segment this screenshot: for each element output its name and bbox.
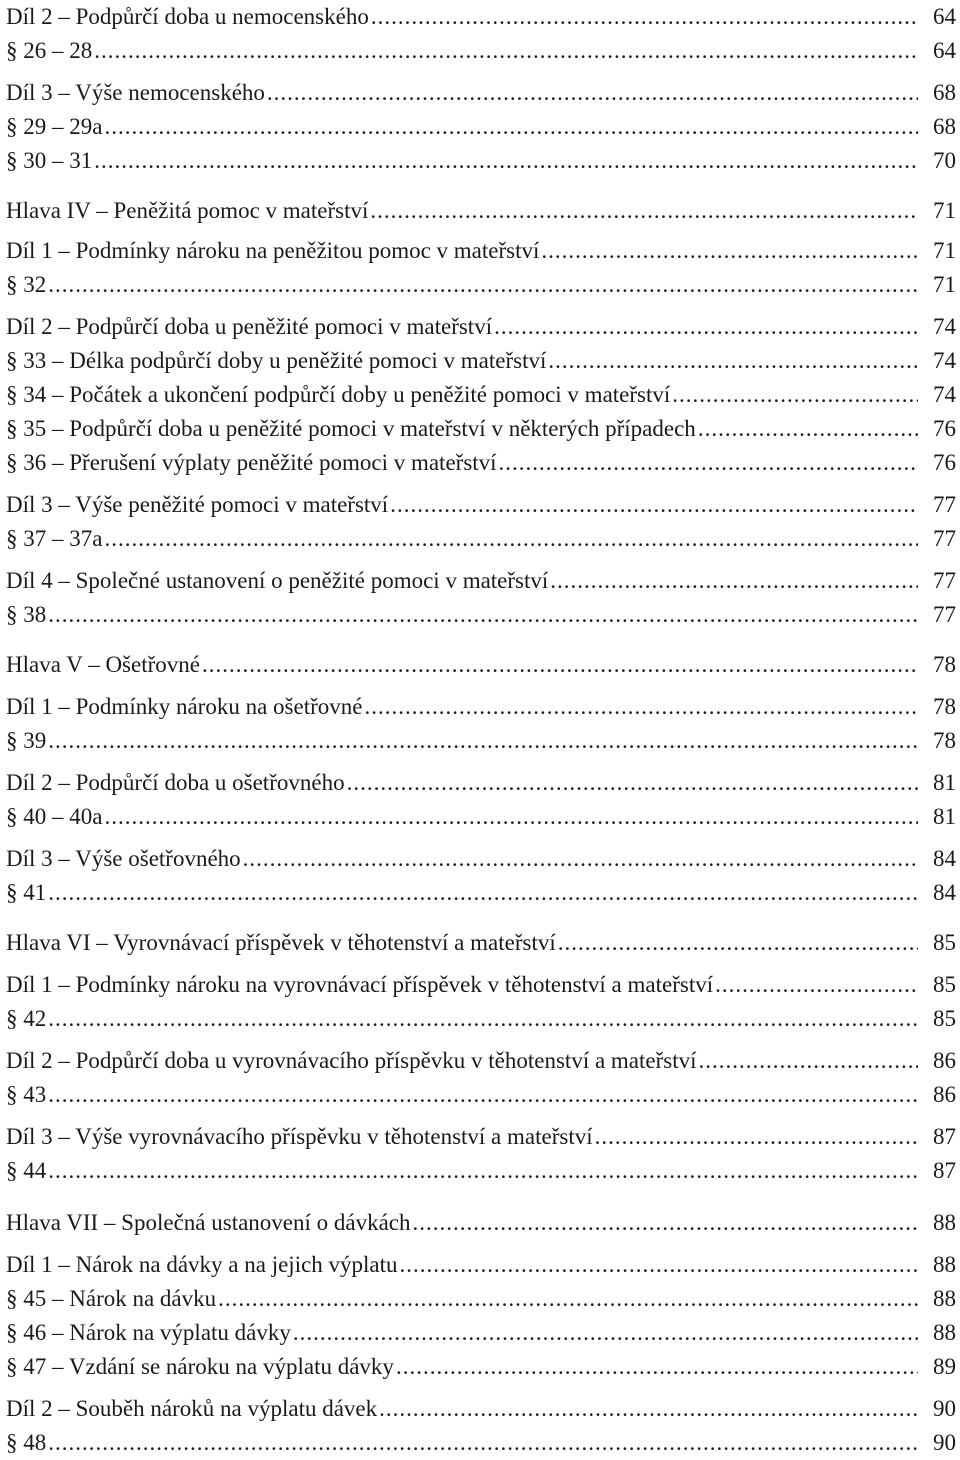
toc-page-number: 88: [933, 1320, 956, 1345]
toc-entry[interactable]: [6, 1426, 956, 1456]
toc-entry[interactable]: [6, 1248, 956, 1278]
toc-entry[interactable]: [6, 1392, 956, 1422]
toc-entry-label: Díl 2 – Podpůrčí doba u peněžité pomoci v mateřství: [6, 314, 493, 339]
toc-entry-label: § 38: [6, 602, 47, 627]
toc-entry-label: Díl 4 – Společné ustanovení o peněžité pomoci v mateřství: [6, 568, 549, 593]
toc-entry[interactable]: [6, 766, 956, 796]
toc-entry-label: § 42: [6, 1006, 47, 1031]
dot-leader: [48, 602, 918, 628]
toc-page-number: 74: [933, 314, 956, 339]
toc-entry[interactable]: [6, 690, 956, 720]
toc-page-number: 88: [933, 1252, 956, 1277]
toc-entry[interactable]: [6, 1316, 956, 1346]
toc-page-number: 86: [933, 1082, 956, 1107]
toc-page-number: 78: [933, 694, 956, 719]
toc-entry[interactable]: [6, 310, 956, 340]
toc-entry-label: Hlava VI – Vyrovnávací příspěvek v těhotenství a mateřství: [6, 930, 556, 955]
toc-entry-label: § 32: [6, 272, 47, 297]
toc-entry[interactable]: [6, 1350, 956, 1380]
dot-leader: [94, 148, 918, 174]
dot-leader: [595, 1124, 918, 1150]
dot-leader: [699, 1048, 918, 1074]
dot-leader: [48, 1082, 918, 1108]
toc-entry-label: § 26 – 28: [6, 38, 93, 63]
toc-page-number: 68: [933, 80, 956, 105]
toc-entry[interactable]: [6, 234, 956, 264]
toc-entry[interactable]: [6, 800, 956, 830]
dot-leader: [550, 568, 918, 594]
toc-entry[interactable]: [6, 1120, 956, 1150]
dot-leader: [218, 1286, 918, 1312]
toc-page-number: 70: [933, 148, 956, 173]
dot-leader: [104, 114, 918, 140]
dot-leader: [293, 1320, 918, 1346]
dot-leader: [202, 652, 918, 678]
toc-entry[interactable]: [6, 1002, 956, 1032]
toc-entry[interactable]: [6, 648, 956, 678]
toc-entry[interactable]: [6, 144, 956, 174]
toc-entry-label: § 44: [6, 1158, 47, 1183]
dot-leader: [243, 846, 918, 872]
dot-leader: [104, 804, 918, 830]
toc-page-number: 88: [933, 1286, 956, 1311]
dot-leader: [548, 348, 918, 374]
dot-leader: [48, 1430, 918, 1456]
toc-entry-label: Díl 2 – Podpůrčí doba u ošetřovného: [6, 770, 345, 795]
dot-leader: [698, 416, 918, 442]
dot-leader: [715, 972, 918, 998]
toc-entry[interactable]: [6, 378, 956, 408]
toc-entry[interactable]: [6, 268, 956, 298]
dot-leader: [558, 930, 918, 956]
toc-entry[interactable]: [6, 1154, 956, 1184]
toc-entry-label: § 34 – Počátek a ukončení podpůrčí doby u peněžité pomoci v mateřství: [6, 382, 671, 407]
toc-entry[interactable]: [6, 412, 956, 442]
dot-leader: [413, 1210, 918, 1236]
toc-entry-label: § 39: [6, 728, 47, 753]
dot-leader: [48, 272, 918, 298]
toc-entry-label: § 36 – Přerušení výplaty peněžité pomoci v mateřství: [6, 450, 497, 475]
toc-page-number: 78: [933, 652, 956, 677]
toc-entry[interactable]: [6, 1282, 956, 1312]
dot-leader: [48, 1158, 918, 1184]
toc-page-number: 84: [933, 846, 956, 871]
toc-entry-label: Hlava V – Ošetřovné: [6, 652, 200, 677]
toc-page-number: 81: [933, 770, 956, 795]
toc-entry-label: Hlava VII – Společná ustanovení o dávkách: [6, 1210, 411, 1235]
toc-page-number: 64: [933, 38, 956, 63]
toc-page-number: 74: [933, 382, 956, 407]
dot-leader: [396, 1354, 918, 1380]
toc-entry-label: Díl 3 – Výše peněžité pomoci v mateřství: [6, 492, 389, 517]
dot-leader: [370, 198, 918, 224]
toc-entry-label: Díl 1 – Podmínky nároku na peněžitou pomoc v mateřství: [6, 238, 540, 263]
toc-page-number: 78: [933, 728, 956, 753]
dot-leader: [672, 382, 918, 408]
toc-entry[interactable]: [6, 926, 956, 956]
toc-entry[interactable]: [6, 34, 956, 64]
toc-page-number: 85: [933, 972, 956, 997]
toc-page-number: 64: [933, 4, 956, 29]
dot-leader: [364, 694, 918, 720]
toc-entry[interactable]: [6, 344, 956, 374]
toc-page-number: 87: [933, 1158, 956, 1183]
dot-leader: [48, 728, 918, 754]
toc-page-number: 77: [933, 602, 956, 627]
toc-entry[interactable]: [6, 522, 956, 552]
dot-leader: [48, 1006, 918, 1032]
toc-entry[interactable]: [6, 724, 956, 754]
dot-leader: [494, 314, 918, 340]
toc-entry-label: Díl 3 – Výše nemocenského: [6, 80, 265, 105]
dot-leader: [267, 80, 918, 106]
toc-page-number: 71: [933, 238, 956, 263]
toc-page-number: 88: [933, 1210, 956, 1235]
toc-entry-label: Díl 1 – Podmínky nároku na vyrovnávací příspěvek v těhotenství a mateřství: [6, 972, 714, 997]
toc-page-number: 90: [933, 1396, 956, 1421]
dot-leader: [541, 238, 918, 264]
dot-leader: [390, 492, 918, 518]
toc-entry-label: Díl 2 – Podpůrčí doba u nemocenského: [6, 4, 369, 29]
dot-leader: [94, 38, 918, 64]
toc-entry-label: § 46 – Nárok na výplatu dávky: [6, 1320, 291, 1345]
toc-page-number: 84: [933, 880, 956, 905]
toc-entry-label: Díl 1 – Nárok na dávky a na jejich výplatu: [6, 1252, 398, 1277]
toc-entry[interactable]: [6, 564, 956, 594]
toc-entry[interactable]: [6, 194, 956, 224]
toc-entry[interactable]: [6, 842, 956, 872]
toc-entry-label: § 43: [6, 1082, 47, 1107]
toc-entry-label: § 48: [6, 1430, 47, 1455]
toc-entry-label: § 30 – 31: [6, 148, 93, 173]
toc-entry-label: Hlava IV – Peněžitá pomoc v mateřství: [6, 198, 369, 223]
toc-entry-label: Díl 2 – Podpůrčí doba u vyrovnávacího příspěvku v těhotenství a mateřství: [6, 1048, 697, 1073]
toc-page-number: 77: [933, 526, 956, 551]
toc-page-number: 90: [933, 1430, 956, 1455]
toc-page-number: 76: [933, 416, 956, 441]
toc-page-number: 86: [933, 1048, 956, 1073]
toc-entry[interactable]: [6, 76, 956, 106]
toc-page-number: 85: [933, 930, 956, 955]
dot-leader: [379, 1396, 918, 1422]
toc-entry-label: § 35 – Podpůrčí doba u peněžité pomoci v mateřství v některých případech: [6, 416, 696, 441]
toc-entry-label: § 37 – 37a: [6, 526, 103, 551]
toc-entry-label: § 47 – Vzdání se nároku na výplatu dávky: [6, 1354, 394, 1379]
dot-leader: [400, 1252, 918, 1278]
toc-entry[interactable]: [6, 1206, 956, 1236]
toc-page-number: 77: [933, 568, 956, 593]
dot-leader: [371, 4, 918, 30]
toc-page-number: 89: [933, 1354, 956, 1379]
toc-entry-label: Díl 3 – Výše ošetřovného: [6, 846, 241, 871]
toc-entry-label: Díl 1 – Podmínky nároku na ošetřovné: [6, 694, 363, 719]
toc-entry-label: § 29 – 29a: [6, 114, 103, 139]
toc-entry[interactable]: [6, 1078, 956, 1108]
toc-entry-label: Díl 2 – Souběh nároků na výplatu dávek: [6, 1396, 378, 1421]
toc-page-number: 76: [933, 450, 956, 475]
toc-entry[interactable]: [6, 876, 956, 906]
toc-entry[interactable]: [6, 0, 956, 30]
dot-leader: [104, 526, 918, 552]
toc-entry[interactable]: [6, 1044, 956, 1074]
dot-leader: [347, 770, 918, 796]
toc-page-number: 77: [933, 492, 956, 517]
dot-leader: [48, 880, 918, 906]
toc-page-number: 68: [933, 114, 956, 139]
toc-page-number: 71: [933, 198, 956, 223]
toc-entry[interactable]: [6, 488, 956, 518]
toc-entry-label: Díl 3 – Výše vyrovnávacího příspěvku v těhotenství a mateřství: [6, 1124, 593, 1149]
toc-page-number: 85: [933, 1006, 956, 1031]
toc-entry[interactable]: [6, 598, 956, 628]
toc-page-number: 74: [933, 348, 956, 373]
toc-entry[interactable]: [6, 110, 956, 140]
toc-entry-label: § 41: [6, 880, 47, 905]
toc-page-number: 81: [933, 804, 956, 829]
toc-entry[interactable]: [6, 446, 956, 476]
toc-entry[interactable]: [6, 968, 956, 998]
toc-page-number: 71: [933, 272, 956, 297]
toc-entry-label: § 40 – 40a: [6, 804, 103, 829]
toc-page-number: 87: [933, 1124, 956, 1149]
dot-leader: [499, 450, 918, 476]
toc-entry-label: § 45 – Nárok na dávku: [6, 1286, 217, 1311]
toc-entry-label: § 33 – Délka podpůrčí doby u peněžité pomoci v mateřství: [6, 348, 547, 373]
